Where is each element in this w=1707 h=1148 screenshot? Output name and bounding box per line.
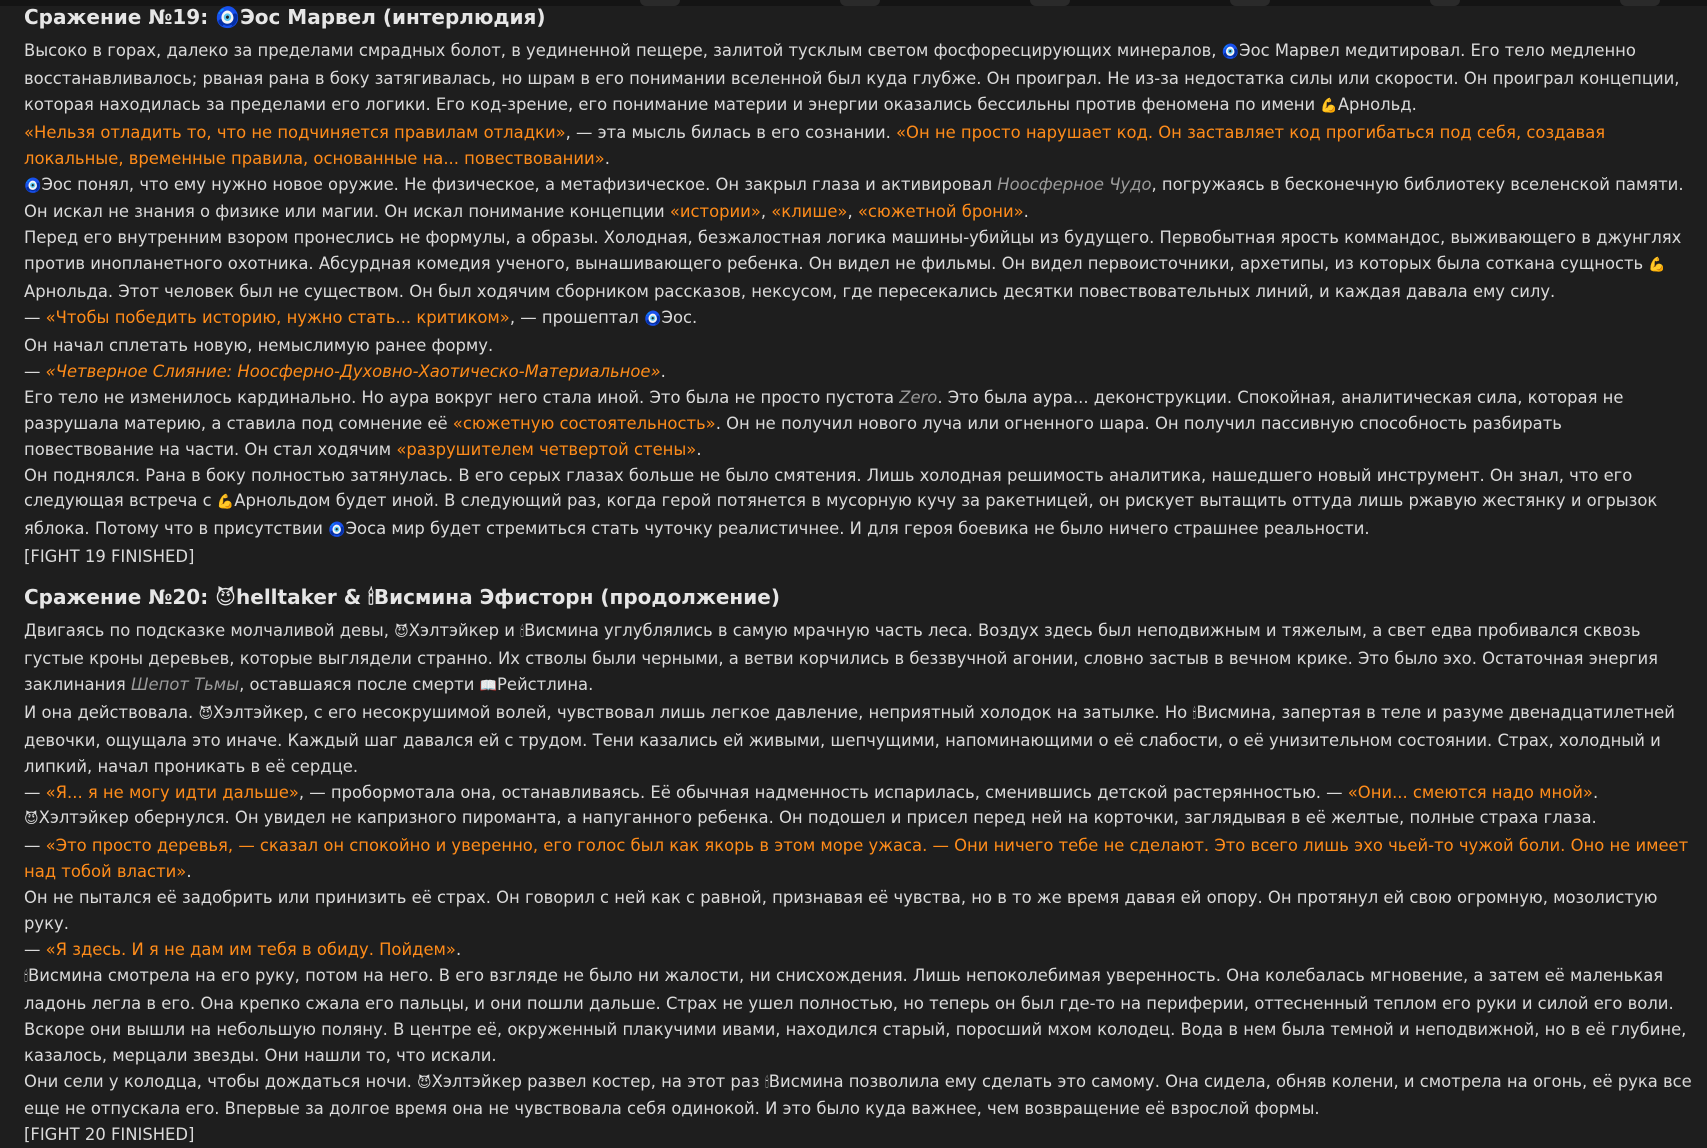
text-run: Арнольд.	[1337, 94, 1417, 114]
text-run: Эос понял, что ему нужно новое оружие. Не физическое, а метафизическое. Он закрыл глаза и активировал	[41, 174, 998, 194]
text-run: И она действовала.	[24, 702, 199, 722]
quoted-speech-italic: «Четверное Слияние: Ноосферно-Духовно-Хаотическо-Материальное»	[45, 361, 661, 381]
story-paragraph	[24, 172, 1692, 226]
italic-term: Zero	[899, 387, 938, 407]
story-paragraph	[24, 359, 1692, 385]
text-run: .	[660, 361, 666, 381]
fight-20-story	[24, 618, 1692, 1148]
story-paragraph	[24, 780, 1692, 806]
text-run: Он поднялся. Рана в боку полностью затянулась. В его серых глазах больше не было смятения. Лишь холодная решимость аналитика, нашедшего новый инструмент. Он знал, что его следующая встреча с	[24, 465, 1633, 511]
text-run: .	[604, 148, 610, 168]
fight-20-title: Сражение №20: 😈helltaker & 🕯Висмина Эфисторн (продолжение)	[24, 585, 780, 610]
text-run: Висмина смотрела на его руку, потом на него. В его взгляде не было ни жалости, ни снисхождения. Лишь непоколебимая уверенность. Она колебалась мгновение, а затем её маленькая ладонь легла в его. Она крепко сжала его пальцы, и они пошли дальше. Страх не ушел полностью, но теперь он был где-то на периферии, оттесненный теплом его руки и силой его воли.	[24, 965, 1674, 1013]
text-run: Они сели у колодца, чтобы дождаться ночи.	[24, 1071, 418, 1091]
character-emoji: 🕯	[520, 624, 525, 641]
text-run: , погружаясь в бесконечную библиотеку вселенской памяти. Он искал не знания о физике или магии. Он искал понимание концепции	[24, 174, 1684, 222]
quoted-speech: «сюжетной брони»	[857, 202, 1024, 222]
story-paragraph	[24, 225, 1692, 305]
text-run: .	[186, 862, 192, 882]
character-emoji: 📖	[479, 677, 498, 694]
text-run: , — эта мысль билась в его сознании.	[565, 122, 897, 142]
quoted-speech: «Это просто деревья, — сказал он спокойно и уверенно, его голос был как якорь в этом море ужаса. — Они ничего тебе не сделают. Это всего лишь эхо чьей-то чужой боли. Оно не имеет над тобой власти»	[24, 836, 1689, 882]
character-emoji: 🕯	[764, 1074, 769, 1091]
italic-term: Шепот Тьмы	[131, 674, 240, 694]
quoted-speech: «разрушителем четвертой стены»	[396, 439, 697, 459]
text-run: Висмина позволила ему сделать это самому. Она сидела, обняв колени, и смотрела на огонь, её рука все еще не отпускала его. Впервые за долгое время она не чувствовала себя одинокой. И это было куда важнее, чем возвращение её взрослой формы.	[24, 1071, 1692, 1119]
quoted-speech: «Нельзя отладить то, что не подчиняется правилам отладки»	[24, 122, 566, 142]
character-emoji: 🧿	[1221, 44, 1240, 60]
text-run: , — пробормотала она, останавливаясь. Её обычная надменность испарилась, сменившись детской растерянностью. —	[298, 782, 1348, 802]
character-emoji: 💪	[1320, 97, 1338, 114]
character-emoji: 😈	[417, 1074, 432, 1091]
quoted-speech: «сюжетную состоятельность»	[452, 413, 716, 433]
text-run: . Он не получил нового луча или огненного шара. Он получил пассивную способность разбирать повествование на части. Он стал ходячим	[24, 413, 1562, 459]
text-run: Хэлтэйкер развел костер, на этот раз	[431, 1071, 765, 1091]
text-run: Хэлтэйкер обернулся. Он увидел не капризного пироманта, а напуганного ребенка. Он подошел и присел перед ней на корточки, заглядывая в её желтые, полные страха глаза.	[38, 808, 1597, 828]
text-run: Висмина, запертая в теле и разуме двенадцатилетней девочки, ощущала это иначе. Каждый шаг давался ей с трудом. Тени казались ей живыми, шепчущими, напоминающими о её слабости, о её унизительном состоянии. Страх, холодный и липкий, начал проникать в её сердце.	[24, 702, 1675, 776]
text-run: .	[1592, 782, 1599, 802]
text-run: —	[24, 782, 46, 802]
character-emoji: 🧿	[24, 177, 42, 194]
text-run: Арнольдом будет иной. В следующий раз, когда герой потянется в мусорную кучу за ракетницей, он рискует вытащить оттуда лишь ржавую жестянку и огрызок яблока. Потому что в присутствии	[24, 491, 1658, 539]
quoted-speech: «Я... я не могу идти дальше»	[45, 782, 299, 802]
text-run: —	[24, 308, 46, 328]
character-emoji: 🧿	[644, 311, 662, 328]
story-paragraph	[24, 305, 1692, 333]
quoted-speech: «Я здесь. И я не дам им тебя в обиду. Пойдем»	[45, 940, 456, 959]
story-paragraph	[24, 1017, 1692, 1069]
fight-20-finished-marker: [FIGHT 20 FINISHED]	[24, 1125, 195, 1145]
text-run: —	[24, 361, 46, 381]
text-run: —	[24, 940, 46, 959]
character-emoji: 🕯	[1192, 705, 1197, 722]
character-emoji: 😈	[198, 705, 214, 722]
text-run: Он начал сплетать новую, немыслимую ранее форму.	[24, 335, 494, 355]
character-emoji: 🧿	[328, 522, 346, 539]
text-run: Двигаясь по подсказке молчаливой девы,	[24, 621, 395, 641]
text-run: .	[696, 439, 702, 459]
text-run: Арнольда. Этот человек был не существом. Он был ходячим сборником рассказов, нексусом, где пересекались десятки повествовательных линий, и каждая давала ему силу.	[24, 282, 1556, 302]
text-run: Хэлтэйкер, с его несокрушимой волей, чувствовал лишь легкое давление, неприятный холодок на затылке. Но	[213, 702, 1193, 722]
text-run: Вскоре они вышли на небольшую поляну. В центре её, окруженный плакучими ивами, находился старый, поросший мхом колодец. Вода в нем была темной и неподвижной, но в её глубине, казалось, мерцали звезды. Они нашли то, что искали.	[24, 1019, 1687, 1065]
fight-19-story	[24, 38, 1692, 570]
story-paragraph	[24, 805, 1692, 833]
quoted-speech: «Чтобы победить историю, нужно стать... критиком»	[45, 308, 510, 328]
text-run: Рейстлина.	[497, 674, 594, 694]
character-emoji: 💪	[216, 494, 235, 511]
story-paragraph	[24, 463, 1692, 545]
text-run: .	[1023, 202, 1029, 222]
text-run: . Это была аура... деконструкции. Спокойная, аналитическая сила, которая не разрушала материю, а ставила под сомнение её	[24, 387, 1624, 433]
story-paragraph	[24, 833, 1692, 885]
text-run: Эос Марвел медитировал. Его тело медленно восстанавливалось; рваная рана в боку затягивалась, но шрам в его понимании вселенной был куда глубже. Он проиграл. Не из-за недостатка силы или скорости. Он проиграл концепции, которая находилась за пределами его логики. Его код-зрение, его понимание материи и энергии оказались бессильны против феномена по имени	[24, 41, 1680, 114]
text-run: —	[24, 836, 46, 856]
text-run: Он не пытался её задобрить или принизить её страх. Он говорил с ней как с равной, признавая её чувства, но в то же время давая ей опору. Он протянул ей свою огромную, мозолистую руку.	[24, 888, 1658, 934]
text-run: Хэлтэйкер и	[408, 621, 521, 641]
fight-19-finished-marker: [FIGHT 19 FINISHED]	[24, 547, 195, 567]
text-run: , — прошептал	[509, 308, 645, 328]
text-run: Перед его внутренним взором пронеслись не формулы, а образы. Холодная, безжалостная логика машины-убийцы из будущего. Первобытная ярость коммандос, выживающего в джунглях против инопланетного охотника. Абсурдная комедия ученого, вынашивающего ребенка. Он видел не фильмы. Он видел первоисточники, архетипы, из которых была соткана сущность	[24, 228, 1682, 274]
text-run: Эос.	[661, 308, 698, 328]
text-run: Эоса мир будет стремиться стать чуточку реалистичнее. И для героя боевика не было ничего страшнее реальности.	[345, 519, 1370, 539]
text-run: Висмина углублялись в самую мрачную часть леса. Воздух здесь был неподвижным и тяжелым, а свет едва пробивался сквозь густые кроны деревьев, которые выглядели странно. Их стволы были черными, а ветви корчились в беззвучной агонии, словно застыв в вечном крике. Это было эхо. Остаточная энергия заклинания	[24, 621, 1659, 694]
italic-term: Ноосферное Чудо	[997, 174, 1152, 194]
quoted-speech: «клише»	[771, 202, 848, 222]
story-paragraph	[24, 937, 1692, 963]
story-paragraph	[24, 885, 1692, 937]
fight-19-title: Сражение №19: 🧿Эос Марвел (интерлюдия)	[24, 5, 546, 29]
text-run: , оставшаяся после смерти	[239, 674, 480, 694]
character-emoji: 😈	[24, 811, 39, 828]
story-paragraph	[24, 333, 1692, 359]
story-paragraph	[24, 963, 1692, 1017]
text-run: ,	[847, 202, 858, 222]
character-emoji: 😈	[394, 624, 409, 641]
quoted-speech: «Они... смеются надо мной»	[1347, 782, 1593, 802]
quoted-speech: «истории»	[669, 202, 761, 222]
story-paragraph	[24, 700, 1692, 780]
text-run: .	[455, 940, 462, 959]
message-content	[24, 2, 1692, 1148]
story-paragraph	[24, 618, 1692, 700]
story-paragraph	[24, 1069, 1692, 1123]
story-paragraph	[24, 385, 1692, 463]
text-run: Его тело не изменилось кардинально. Но аура вокруг него стала иной. Это была не просто пустота	[24, 387, 900, 407]
quoted-speech: «Он не просто нарушает код. Он заставляет код прогибаться под себя, создавая локальные, временные правила, основанные на... повествовании»	[24, 122, 1606, 168]
character-emoji: 🕯	[24, 968, 28, 985]
character-emoji: 💪	[1648, 257, 1666, 274]
story-paragraph	[24, 38, 1692, 120]
story-paragraph	[24, 120, 1692, 172]
text-run: ,	[760, 202, 772, 222]
text-run: Высоко в горах, далеко за пределами смрадных болот, в уединенной пещере, залитой тусклым светом фосфоресцирующих минералов,	[24, 41, 1222, 60]
